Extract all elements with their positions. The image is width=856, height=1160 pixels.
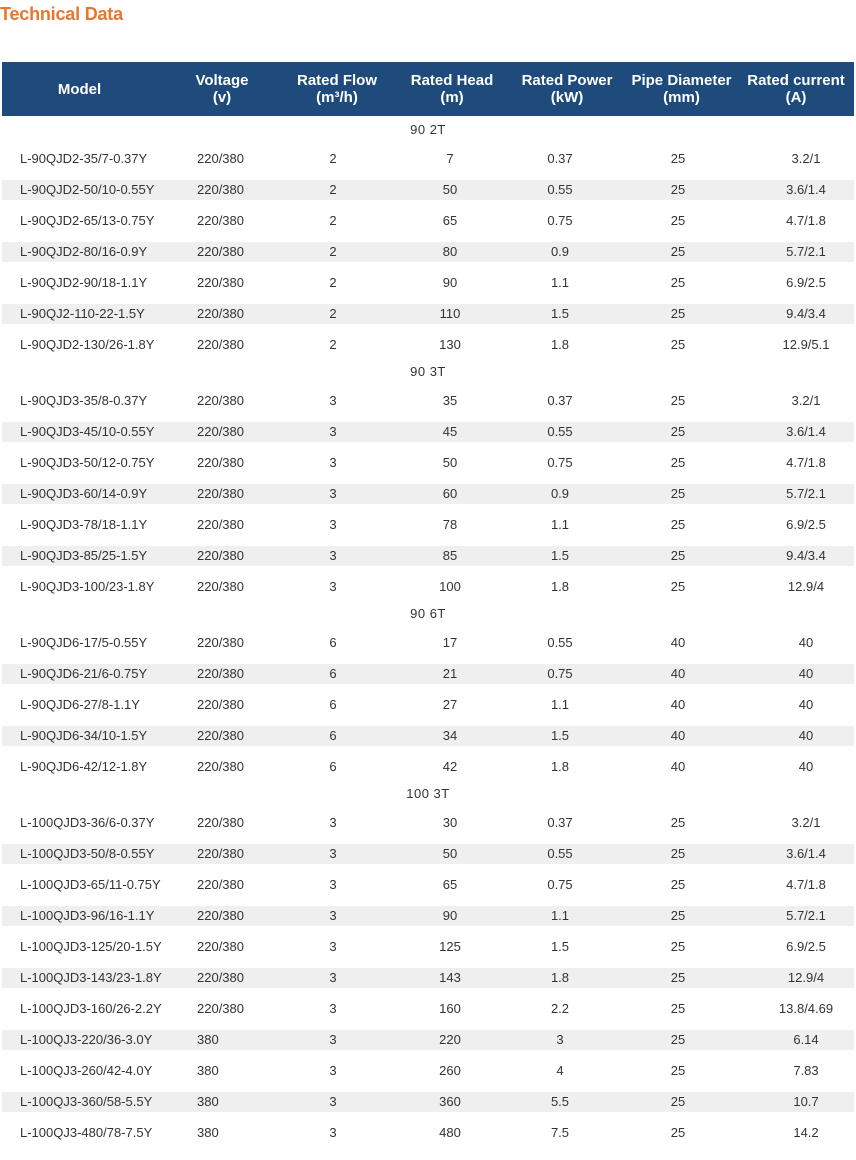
cell-voltage: 220/380 xyxy=(197,908,244,923)
cell-pipe-diameter: 40 xyxy=(670,697,686,712)
cell-rated-flow: 3 xyxy=(329,1094,337,1109)
cell-pipe-diameter: 40 xyxy=(670,759,686,774)
cell-model: L-90QJD2-90/18-1.1Y xyxy=(20,275,148,290)
cell-rated-flow: 2 xyxy=(329,213,337,228)
table-row xyxy=(2,180,854,200)
table-row xyxy=(2,1030,854,1050)
header-model xyxy=(2,62,157,116)
cell-rated-current: 14.2 xyxy=(793,1125,819,1140)
cell-rated-current: 4.7/1.8 xyxy=(786,455,826,470)
cell-voltage: 220/380 xyxy=(197,666,244,681)
cell-pipe-diameter: 25 xyxy=(670,548,686,563)
cell-voltage: 220/380 xyxy=(197,939,244,954)
cell-rated-current: 4.7/1.8 xyxy=(786,877,826,892)
cell-voltage: 380 xyxy=(197,1094,219,1109)
cell-rated-power: 0.37 xyxy=(547,393,573,408)
cell-rated-flow: 3 xyxy=(329,877,337,892)
cell-rated-power: 2.2 xyxy=(550,1001,570,1016)
cell-rated-power: 0.75 xyxy=(547,666,573,681)
cell-rated-head: 480 xyxy=(439,1125,461,1140)
cell-rated-current: 3.6/1.4 xyxy=(786,424,826,439)
cell-model: L-90QJD2-65/13-0.75Y xyxy=(20,213,155,228)
cell-pipe-diameter: 40 xyxy=(670,635,686,650)
cell-rated-head: 80 xyxy=(442,244,458,259)
cell-rated-current: 6.14 xyxy=(793,1032,819,1047)
cell-rated-power: 0.9 xyxy=(550,486,570,501)
cell-rated-flow: 3 xyxy=(329,1032,337,1047)
cell-rated-power: 0.9 xyxy=(550,244,570,259)
table-row xyxy=(2,757,854,777)
cell-model: L-90QJD6-34/10-1.5Y xyxy=(20,728,148,743)
cell-rated-current: 12.9/4 xyxy=(787,579,825,594)
cell-rated-head: 50 xyxy=(442,182,458,197)
cell-pipe-diameter: 25 xyxy=(670,393,686,408)
cell-rated-power: 1.1 xyxy=(550,908,570,923)
cell-rated-flow: 3 xyxy=(329,424,337,439)
cell-pipe-diameter: 25 xyxy=(670,424,686,439)
cell-rated-current: 3.2/1 xyxy=(791,151,821,166)
table-row xyxy=(2,577,854,597)
cell-voltage: 220/380 xyxy=(197,424,244,439)
cell-rated-power: 1.8 xyxy=(550,579,570,594)
cell-model: L-90QJD6-42/12-1.8Y xyxy=(20,759,148,774)
cell-rated-flow: 3 xyxy=(329,908,337,923)
cell-rated-flow: 3 xyxy=(329,1001,337,1016)
cell-rated-power: 0.37 xyxy=(547,151,573,166)
header-unit: (m) xyxy=(440,89,464,106)
cell-pipe-diameter: 25 xyxy=(670,486,686,501)
cell-voltage: 220/380 xyxy=(197,517,244,532)
cell-rated-head: 17 xyxy=(442,635,458,650)
cell-pipe-diameter: 25 xyxy=(670,1125,686,1140)
cell-rated-current: 40 xyxy=(798,759,814,774)
cell-rated-current: 13.8/4.69 xyxy=(778,1001,834,1016)
cell-rated-head: 60 xyxy=(442,486,458,501)
cell-pipe-diameter: 25 xyxy=(670,815,686,830)
cell-rated-power: 1.5 xyxy=(550,939,570,954)
cell-pipe-diameter: 25 xyxy=(670,337,686,352)
cell-model: L-100QJ3-260/42-4.0Y xyxy=(20,1063,153,1078)
cell-model: L-90QJD3-78/18-1.1Y xyxy=(20,517,148,532)
cell-model: L-100QJD3-96/16-1.1Y xyxy=(20,908,155,923)
cell-rated-flow: 3 xyxy=(329,393,337,408)
cell-rated-head: 160 xyxy=(439,1001,461,1016)
cell-model: L-100QJD3-125/20-1.5Y xyxy=(20,939,162,954)
cell-rated-head: 90 xyxy=(442,908,458,923)
cell-pipe-diameter: 25 xyxy=(670,1032,686,1047)
cell-pipe-diameter: 25 xyxy=(670,244,686,259)
cell-rated-current: 3.2/1 xyxy=(791,815,821,830)
cell-rated-head: 78 xyxy=(442,517,458,532)
cell-voltage: 220/380 xyxy=(197,337,244,352)
cell-rated-power: 0.75 xyxy=(547,877,573,892)
cell-voltage: 220/380 xyxy=(197,393,244,408)
table-row xyxy=(2,1092,854,1112)
cell-pipe-diameter: 25 xyxy=(670,579,686,594)
cell-rated-flow: 2 xyxy=(329,275,337,290)
table-row xyxy=(2,453,854,473)
cell-rated-flow: 3 xyxy=(329,548,337,563)
cell-rated-flow: 3 xyxy=(329,815,337,830)
cell-pipe-diameter: 40 xyxy=(670,666,686,681)
cell-voltage: 220/380 xyxy=(197,486,244,501)
header-unit: (m³/h) xyxy=(316,89,358,106)
cell-voltage: 220/380 xyxy=(197,151,244,166)
cell-rated-head: 220 xyxy=(439,1032,461,1047)
cell-rated-flow: 2 xyxy=(329,244,337,259)
cell-model: L-90QJ2-110-22-1.5Y xyxy=(20,306,145,321)
cell-rated-power: 0.37 xyxy=(547,815,573,830)
cell-model: L-90QJD6-17/5-0.55Y xyxy=(20,635,148,650)
cell-rated-current: 5.7/2.1 xyxy=(786,244,826,259)
cell-rated-power: 0.75 xyxy=(547,455,573,470)
cell-rated-head: 100 xyxy=(439,579,461,594)
cell-model: L-90QJD2-130/26-1.8Y xyxy=(20,337,155,352)
cell-rated-flow: 6 xyxy=(329,635,337,650)
cell-rated-current: 9.4/3.4 xyxy=(786,548,826,563)
cell-rated-head: 90 xyxy=(442,275,458,290)
cell-voltage: 220/380 xyxy=(197,182,244,197)
table-row xyxy=(2,546,854,566)
cell-model: L-100QJ3-480/78-7.5Y xyxy=(20,1125,153,1140)
cell-model: L-100QJD3-65/11-0.75Y xyxy=(20,877,161,892)
cell-rated-current: 7.83 xyxy=(793,1063,819,1078)
table-header xyxy=(2,62,854,116)
header-rated-flow xyxy=(282,62,392,116)
cell-pipe-diameter: 25 xyxy=(670,1063,686,1078)
cell-rated-current: 6.9/2.5 xyxy=(786,517,826,532)
cell-voltage: 220/380 xyxy=(197,877,244,892)
cell-rated-head: 42 xyxy=(442,759,458,774)
cell-pipe-diameter: 25 xyxy=(670,455,686,470)
cell-rated-power: 1.8 xyxy=(550,970,570,985)
table-row xyxy=(2,937,854,957)
table-row xyxy=(2,906,854,926)
header-unit: (kW) xyxy=(550,89,584,106)
header-rated-current xyxy=(740,62,852,116)
cell-rated-current: 10.7 xyxy=(793,1094,819,1109)
cell-rated-power: 4 xyxy=(556,1063,564,1078)
cell-rated-current: 40 xyxy=(798,666,814,681)
cell-pipe-diameter: 25 xyxy=(670,182,686,197)
cell-rated-head: 27 xyxy=(442,697,458,712)
table-row xyxy=(2,1061,854,1081)
cell-model: L-90QJD3-35/8-0.37Y xyxy=(20,393,148,408)
table-row xyxy=(2,149,854,169)
cell-rated-head: 7 xyxy=(446,151,454,166)
cell-voltage: 220/380 xyxy=(197,548,244,563)
cell-rated-current: 4.7/1.8 xyxy=(786,213,826,228)
cell-pipe-diameter: 25 xyxy=(670,1094,686,1109)
cell-voltage: 220/380 xyxy=(197,970,244,985)
cell-pipe-diameter: 25 xyxy=(670,939,686,954)
cell-rated-head: 35 xyxy=(442,393,458,408)
cell-rated-current: 12.9/5.1 xyxy=(782,337,830,352)
table-row xyxy=(2,813,854,833)
cell-rated-flow: 2 xyxy=(329,182,337,197)
cell-model: L-90QJD3-85/25-1.5Y xyxy=(20,548,148,563)
header-label: Rated current xyxy=(747,72,845,89)
cell-model: L-100QJ3-220/36-3.0Y xyxy=(20,1032,153,1047)
cell-rated-head: 45 xyxy=(442,424,458,439)
cell-rated-power: 5.5 xyxy=(550,1094,570,1109)
header-pipe-diameter xyxy=(624,62,739,116)
header-label: Rated Flow xyxy=(296,72,377,89)
cell-rated-current: 40 xyxy=(798,728,814,743)
cell-rated-power: 0.55 xyxy=(547,424,573,439)
cell-model: L-90QJD3-60/14-0.9Y xyxy=(20,486,148,501)
cell-rated-flow: 2 xyxy=(329,337,337,352)
cell-pipe-diameter: 25 xyxy=(670,1001,686,1016)
table-row xyxy=(2,273,854,293)
table-row xyxy=(2,664,854,684)
cell-model: L-90QJD2-80/16-0.9Y xyxy=(20,244,148,259)
cell-pipe-diameter: 25 xyxy=(670,151,686,166)
cell-model: L-90QJD6-21/6-0.75Y xyxy=(20,666,148,681)
cell-rated-power: 1.5 xyxy=(550,728,570,743)
header-unit: (A) xyxy=(785,89,807,106)
cell-pipe-diameter: 25 xyxy=(670,517,686,532)
table-row xyxy=(2,391,854,411)
cell-pipe-diameter: 25 xyxy=(670,970,686,985)
cell-pipe-diameter: 25 xyxy=(670,877,686,892)
cell-rated-current: 3.2/1 xyxy=(791,393,821,408)
cell-voltage: 220/380 xyxy=(197,275,244,290)
cell-model: L-90QJD3-100/23-1.8Y xyxy=(20,579,155,594)
cell-voltage: 380 xyxy=(197,1125,219,1140)
table-row xyxy=(2,968,854,988)
cell-rated-current: 40 xyxy=(798,697,814,712)
cell-rated-flow: 6 xyxy=(329,666,337,681)
table-row xyxy=(2,304,854,324)
cell-model: L-100QJD3-50/8-0.55Y xyxy=(20,846,155,861)
cell-rated-flow: 2 xyxy=(329,306,337,321)
table-row xyxy=(2,695,854,715)
cell-rated-power: 1.5 xyxy=(550,548,570,563)
cell-rated-head: 110 xyxy=(439,306,461,321)
cell-voltage: 220/380 xyxy=(197,213,244,228)
header-rated-head xyxy=(397,62,507,116)
cell-rated-flow: 3 xyxy=(329,1125,337,1140)
cell-rated-head: 85 xyxy=(442,548,458,563)
cell-rated-flow: 3 xyxy=(329,579,337,594)
cell-pipe-diameter: 25 xyxy=(670,213,686,228)
header-label: Model xyxy=(57,80,102,98)
cell-rated-current: 5.7/2.1 xyxy=(786,486,826,501)
cell-rated-power: 0.55 xyxy=(547,846,573,861)
cell-pipe-diameter: 25 xyxy=(670,306,686,321)
cell-model: L-90QJD2-50/10-0.55Y xyxy=(20,182,155,197)
header-voltage xyxy=(177,62,267,116)
table-row xyxy=(2,515,854,535)
cell-model: L-100QJD3-160/26-2.2Y xyxy=(20,1001,162,1016)
cell-rated-flow: 3 xyxy=(329,970,337,985)
cell-voltage: 220/380 xyxy=(197,635,244,650)
cell-rated-flow: 6 xyxy=(329,759,337,774)
cell-rated-current: 40 xyxy=(798,635,814,650)
cell-rated-current: 5.7/2.1 xyxy=(786,908,826,923)
cell-rated-head: 125 xyxy=(439,939,461,954)
cell-rated-head: 21 xyxy=(442,666,458,681)
cell-rated-head: 65 xyxy=(442,213,458,228)
cell-rated-head: 130 xyxy=(439,337,461,352)
cell-rated-power: 1.1 xyxy=(550,517,570,532)
cell-rated-power: 0.55 xyxy=(547,182,573,197)
cell-rated-power: 3 xyxy=(556,1032,564,1047)
cell-voltage: 380 xyxy=(197,1063,219,1078)
cell-rated-head: 143 xyxy=(439,970,461,985)
table-row xyxy=(2,844,854,864)
cell-rated-power: 1.1 xyxy=(550,697,570,712)
cell-model: L-100QJD3-143/23-1.8Y xyxy=(20,970,162,985)
table-row xyxy=(2,1123,854,1143)
header-label: Rated Power xyxy=(521,72,613,89)
cell-rated-head: 65 xyxy=(442,877,458,892)
cell-model: L-90QJD2-35/7-0.37Y xyxy=(20,151,148,166)
cell-model: L-90QJD6-27/8-1.1Y xyxy=(20,697,140,712)
table-row xyxy=(2,211,854,231)
table-row xyxy=(2,633,854,653)
table-row xyxy=(2,484,854,504)
cell-rated-head: 50 xyxy=(442,455,458,470)
cell-rated-head: 260 xyxy=(439,1063,461,1078)
cell-pipe-diameter: 40 xyxy=(670,728,686,743)
group-label: 100 3T xyxy=(406,786,450,801)
header-label: Pipe Diameter xyxy=(631,72,732,89)
cell-rated-flow: 3 xyxy=(329,455,337,470)
cell-rated-power: 1.8 xyxy=(550,759,570,774)
cell-rated-flow: 3 xyxy=(329,939,337,954)
cell-voltage: 220/380 xyxy=(197,759,244,774)
cell-rated-flow: 3 xyxy=(329,1063,337,1078)
cell-rated-current: 3.6/1.4 xyxy=(786,182,826,197)
cell-voltage: 220/380 xyxy=(197,244,244,259)
cell-rated-flow: 3 xyxy=(329,517,337,532)
cell-model: L-100QJD3-36/6-0.37Y xyxy=(20,815,155,830)
cell-rated-flow: 3 xyxy=(329,486,337,501)
cell-pipe-diameter: 25 xyxy=(670,846,686,861)
cell-rated-current: 12.9/4 xyxy=(787,970,825,985)
cell-rated-head: 30 xyxy=(442,815,458,830)
cell-rated-head: 34 xyxy=(442,728,458,743)
cell-voltage: 220/380 xyxy=(197,579,244,594)
cell-rated-power: 0.55 xyxy=(547,635,573,650)
table-row xyxy=(2,242,854,262)
cell-voltage: 220/380 xyxy=(197,815,244,830)
header-label: Rated Head xyxy=(410,72,494,89)
cell-rated-head: 360 xyxy=(439,1094,461,1109)
header-label: Voltage xyxy=(195,72,249,89)
cell-rated-flow: 6 xyxy=(329,728,337,743)
cell-model: L-90QJD3-50/12-0.75Y xyxy=(20,455,155,470)
cell-rated-flow: 6 xyxy=(329,697,337,712)
table-row xyxy=(2,875,854,895)
group-label: 90 2T xyxy=(410,122,446,137)
cell-rated-power: 1.1 xyxy=(550,275,570,290)
cell-rated-flow: 3 xyxy=(329,846,337,861)
cell-rated-current: 6.9/2.5 xyxy=(786,275,826,290)
cell-rated-power: 1.5 xyxy=(550,306,570,321)
cell-rated-current: 6.9/2.5 xyxy=(786,939,826,954)
cell-rated-current: 3.6/1.4 xyxy=(786,846,826,861)
group-label: 90 6T xyxy=(410,606,446,621)
header-rated-power xyxy=(512,62,622,116)
cell-rated-head: 50 xyxy=(442,846,458,861)
cell-voltage: 220/380 xyxy=(197,455,244,470)
cell-voltage: 220/380 xyxy=(197,728,244,743)
page-title: Technical Data xyxy=(0,4,123,24)
header-unit: (mm) xyxy=(663,89,700,106)
table-row xyxy=(2,422,854,442)
cell-voltage: 220/380 xyxy=(197,1001,244,1016)
cell-rated-power: 7.5 xyxy=(550,1125,570,1140)
cell-pipe-diameter: 25 xyxy=(670,908,686,923)
cell-voltage: 220/380 xyxy=(197,846,244,861)
table-row xyxy=(2,726,854,746)
cell-voltage: 220/380 xyxy=(197,697,244,712)
cell-voltage: 380 xyxy=(197,1032,219,1047)
table-row xyxy=(2,335,854,355)
header-unit: (v) xyxy=(212,89,232,106)
cell-voltage: 220/380 xyxy=(197,306,244,321)
cell-rated-power: 1.8 xyxy=(550,337,570,352)
cell-model: L-90QJD3-45/10-0.55Y xyxy=(20,424,155,439)
cell-rated-flow: 2 xyxy=(329,151,337,166)
cell-pipe-diameter: 25 xyxy=(670,275,686,290)
table-row xyxy=(2,999,854,1019)
group-label: 90 3T xyxy=(410,364,446,379)
cell-model: L-100QJ3-360/58-5.5Y xyxy=(20,1094,153,1109)
cell-rated-current: 9.4/3.4 xyxy=(786,306,826,321)
cell-rated-power: 0.75 xyxy=(547,213,573,228)
